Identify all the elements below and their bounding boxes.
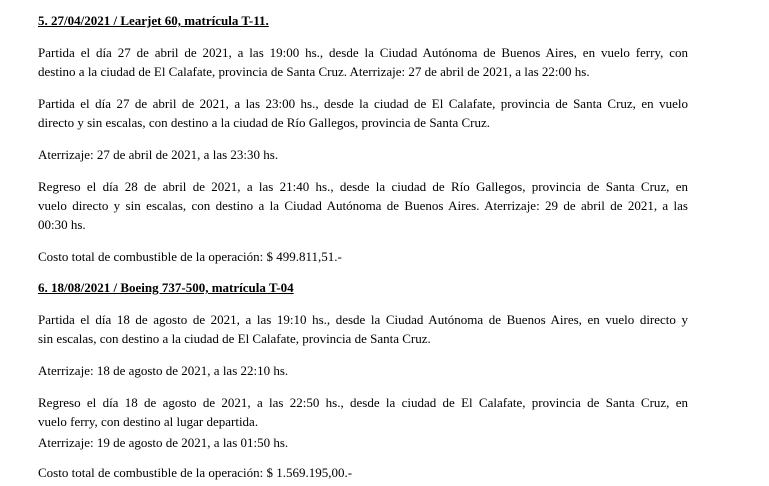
section-6-para-2-line-1: Aterrizaje: 18 de agosto de 2021, a las 22:10 hs. xyxy=(38,363,289,378)
section-5-para-1-line-2: destino a la ciudad de El Calafate, provincia de Santa Cruz. Aterrizaje: 27 de abril de 2021, a las 22:00 hs. xyxy=(38,64,590,79)
section-5-fuel-cost: Costo total de combustible de la operación: $ 499.811,51.- xyxy=(38,249,342,264)
section-5-para-4-line-2: vuelo directo y sin escalas, con destino a la Ciudad Autónoma de Buenos Aires. Aterrizaje: 29 de abril de 2021, a las xyxy=(38,198,688,213)
section-6-para-4-line-1: Aterrizaje: 19 de agosto de 2021, a las 01:50 hs. xyxy=(38,435,289,450)
section-6-para-3-line-1: Regreso el día 18 de agosto de 2021, a las 22:50 hs., desde la ciudad de El Calafate, provincia de Santa Cruz, en xyxy=(38,395,688,410)
section-6-heading: 6. 18/08/2021 / Boeing 737-500, matrícula T-04 xyxy=(38,280,294,295)
section-5-para-4-line-1: Regreso el día 28 de abril de 2021, a las 21:40 hs., desde la ciudad de Río Gallegos, provincia de Santa Cruz, en xyxy=(38,179,688,194)
section-5-heading: 5. 27/04/2021 / Learjet 60, matrícula T-11. xyxy=(38,13,269,28)
section-6-para-3-line-2: vuelo ferry, con destino al lugar departida. xyxy=(38,414,259,429)
section-5-para-1-line-1: Partida el día 27 de abril de 2021, a las 19:00 hs., desde la Ciudad Autónoma de Buenos Aires, en vuelo ferry, con xyxy=(38,45,688,60)
section-5-para-2-line-1: Partida el día 27 de abril de 2021, a las 23:00 hs., desde la ciudad de El Calafate, provincia de Santa Cruz, en vuelo xyxy=(38,96,688,111)
section-6-para-1-line-2: sin escalas, con destino a la ciudad de El Calafate, provincia de Santa Cruz. xyxy=(38,331,431,346)
section-6-fuel-cost: Costo total de combustible de la operación: $ 1.569.195,00.- xyxy=(38,465,353,480)
section-5-para-4-line-3: 00:30 hs. xyxy=(38,217,86,232)
section-6-para-1-line-1: Partida el día 18 de agosto de 2021, a las 19:10 hs., desde la Ciudad Autónoma de Buenos Aires, en vuelo directo y xyxy=(38,312,688,327)
section-5-para-3-line-1: Aterrizaje: 27 de abril de 2021, a las 23:30 hs. xyxy=(38,147,279,162)
section-5-para-2-line-2: directo y sin escalas, con destino a la ciudad de Río Gallegos, provincia de Santa Cruz. xyxy=(38,115,490,130)
